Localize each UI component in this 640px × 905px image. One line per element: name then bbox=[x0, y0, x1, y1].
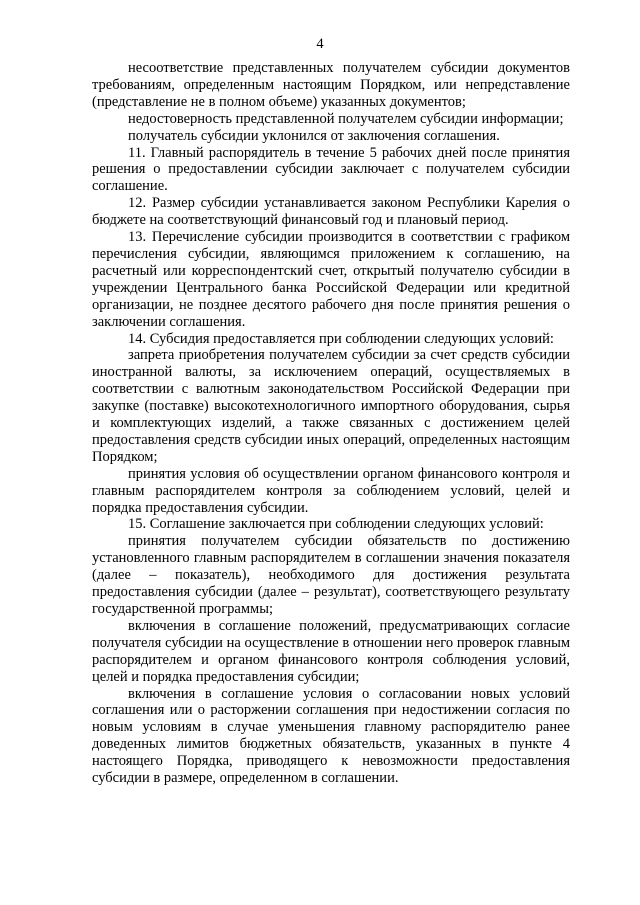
document-body bbox=[92, 60, 570, 787]
paragraph-new-conditions: включения в соглашение условия о согласовании новых условий соглашения или о расторжении соглашения при недостижении согласия по новым условиям в случае уменьшения главному распорядителю ранее доведенных лимитов бюджетных обязательств, указанных в пункте 4 настоящего Порядка, приводящего к невозможности предоставления субсидии в размере, определенном в соглашении. bbox=[92, 685, 570, 787]
paragraph-clause-13: 13. Перечисление субсидии производится в соответствии с графиком перечисления субсидии, являющимся приложением к соглашению, на расчетный или корреспондентский счет, открытый получателю субсидии в учреждении Центрального банка Российской Федерации или кредитной организации, не позднее десятого рабочего дня после принятия решения о заключении соглашения. bbox=[92, 229, 570, 330]
paragraph-inaccuracy: недостоверность представленной получателем субсидии информации; bbox=[128, 110, 564, 127]
paragraph-audit-consent: включения в соглашение положений, предусматривающих согласие получателя субсидии на осуществление в отношении него проверок главным распорядителем и органом финансового контроля соблюдения условий, целей и порядка предоставления субсидии; bbox=[92, 617, 570, 685]
page-number: 4 bbox=[316, 36, 324, 52]
paragraph-clause-11: 11. Главный распорядитель в течение 5 рабочих дней после принятия решения о предоставлении субсидии заключает с получателем субсидии соглашение. bbox=[92, 144, 570, 195]
paragraph-obligations: принятия получателем субсидии обязательств по достижению установленного главным распорядителем в соглашении значения показателя (далее – показатель), необходимого для достижения результата предоставления субсидии (далее – результат), соответствующего результату государственной программы; bbox=[92, 533, 570, 617]
paragraph-clause-12: 12. Размер субсидии устанавливается законом Республики Карелия о бюджете на соответствующий финансовый год и плановый период. bbox=[92, 195, 570, 229]
paragraph-clause-15: 15. Соглашение заключается при соблюдении следующих условий: bbox=[128, 516, 544, 533]
paragraph-evasion: получатель субсидии уклонился от заключения соглашения. bbox=[128, 127, 500, 144]
paragraph-currency-ban: запрета приобретения получателем субсидии за счет средств субсидии иностранной валюты, за исключением операций, осуществляемых в соответствии с валютным законодательством Российской Федерации при закупке (поставке) высокотехнологичного импортного оборудования, сырья и комплектующих изделий, а также связанных с достижением целей предоставления средств субсидии иных операций, определенных настоящим Порядком; bbox=[92, 347, 570, 465]
paragraph-clause-14: 14. Субсидия предоставляется при соблюдении следующих условий: bbox=[128, 330, 554, 347]
paragraph-control-condition: принятия условия об осуществлении органом финансового контроля и главным распорядителем контроля за соблюдением условий, целей и порядка предоставления субсидии. bbox=[92, 465, 570, 516]
paragraph-nonconformity: несоответствие представленных получателем субсидии документов требованиям, определенным настоящим Порядком, или непредставление (представление не в полном объеме) указанных документов; bbox=[92, 60, 570, 110]
